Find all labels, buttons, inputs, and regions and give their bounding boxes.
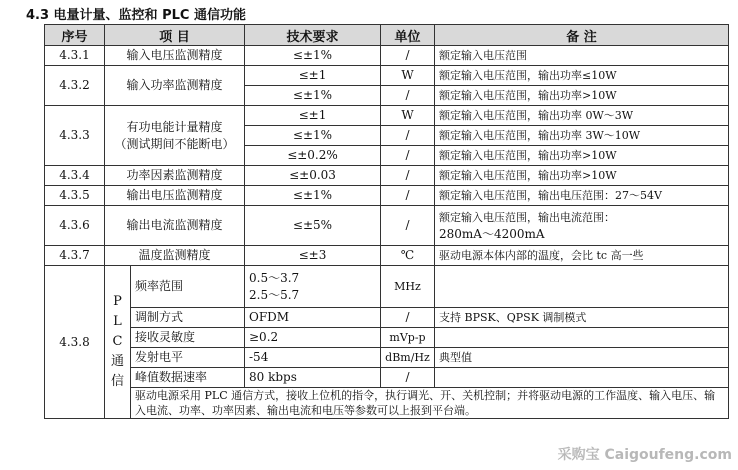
plc-value-line: 2.5～5.7	[249, 287, 300, 302]
row-item: 输入功率监测精度	[105, 66, 245, 106]
row-tech: ≤±1%	[245, 126, 381, 146]
row-unit: /	[381, 146, 435, 166]
header-seq: 序号	[45, 25, 105, 46]
plc-unit: mVp-p	[381, 328, 435, 348]
table-row	[45, 186, 729, 206]
row-unit: /	[381, 86, 435, 106]
table-row	[45, 308, 729, 328]
table-row	[45, 106, 729, 126]
row-item: 输出电压监测精度	[105, 186, 245, 206]
row-remark: 额定输入电压范围，输出功率>10W	[435, 166, 729, 186]
row-tech: ≤±1%	[245, 186, 381, 206]
table-row	[45, 66, 729, 86]
header-unit: 单位	[381, 25, 435, 46]
watermark-logo: 采购宝 Caigoufeng.com	[557, 447, 732, 463]
row-unit: /	[381, 206, 435, 246]
plc-item: 峰值数据速率	[131, 368, 245, 388]
table-row	[45, 206, 729, 246]
header-remark: 备 注	[435, 25, 729, 46]
plc-value	[245, 266, 381, 308]
row-unit: /	[381, 46, 435, 66]
plc-item: 频率范围	[131, 266, 245, 308]
row-item-note: （测试期间不能断电）	[114, 136, 235, 151]
row-unit: W	[381, 106, 435, 126]
row-tech: ≤±3	[245, 246, 381, 266]
plc-description: 驱动电源采用 PLC 通信方式，接收上位机的指令，执行调光、开、关机控制；并将驱动电源的工作温度、输入电压、输入电流、功率、功率因素、输出电流和电压等参数可以上报到平台端。	[131, 388, 729, 419]
row-unit: ℃	[381, 246, 435, 266]
plc-value: 80 kbps	[245, 368, 381, 388]
header-row	[45, 25, 729, 46]
row-remark: 额定输入电压范围，输出功率>10W	[435, 86, 729, 106]
row-seq: 4.3.7	[45, 246, 105, 266]
table-row	[45, 266, 729, 308]
row-unit: W	[381, 66, 435, 86]
row-remark	[435, 206, 729, 246]
row-item-line: 有功电能计量精度	[126, 119, 223, 134]
row-unit: /	[381, 166, 435, 186]
plc-group-char: 通	[110, 354, 124, 369]
row-item: 温度监测精度	[105, 246, 245, 266]
row-tech: ≤±5%	[245, 206, 381, 246]
row-item: 输入电压监测精度	[105, 46, 245, 66]
table-row	[45, 328, 729, 348]
row-seq: 4.3.2	[45, 66, 105, 106]
plc-unit: MHz	[381, 266, 435, 308]
plc-remark	[435, 328, 729, 348]
section-title: 4.3 电量计量、监控和 PLC 通信功能	[26, 8, 246, 23]
plc-item: 调制方式	[131, 308, 245, 328]
plc-remark	[435, 368, 729, 388]
row-tech: ≤±0.03	[245, 166, 381, 186]
plc-group-char: L	[113, 314, 122, 329]
table-row	[45, 246, 729, 266]
row-remark: 额定输入电压范围，输出功率≤10W	[435, 66, 729, 86]
row-seq: 4.3.3	[45, 106, 105, 166]
row-item	[105, 106, 245, 166]
row-remark: 额定输入电压范围，输出功率 3W～10W	[435, 126, 729, 146]
table-row	[45, 166, 729, 186]
spec-table	[44, 24, 729, 419]
plc-group-char: 信	[110, 374, 124, 389]
plc-group-char: P	[113, 294, 122, 309]
row-item: 功率因素监测精度	[105, 166, 245, 186]
plc-remark	[435, 266, 729, 308]
table-row	[45, 46, 729, 66]
plc-item: 接收灵敏度	[131, 328, 245, 348]
row-remark-line: 额定输入电压范围，输出电流范围：	[439, 210, 615, 224]
plc-group-char: C	[112, 334, 123, 349]
row-unit: /	[381, 186, 435, 206]
row-seq: 4.3.5	[45, 186, 105, 206]
row-tech: ≤±0.2%	[245, 146, 381, 166]
table-row	[45, 348, 729, 368]
plc-group-label	[105, 266, 131, 419]
plc-value: -54	[245, 348, 381, 368]
row-tech: ≤±1%	[245, 46, 381, 66]
row-unit: /	[381, 126, 435, 146]
row-seq: 4.3.1	[45, 46, 105, 66]
row-remark: 额定输入电压范围，输出功率 0W～3W	[435, 106, 729, 126]
row-tech: ≤±1%	[245, 86, 381, 106]
row-item: 输出电流监测精度	[105, 206, 245, 246]
row-remark: 驱动电源本体内部的温度，会比 tc 高一些	[435, 246, 729, 266]
plc-unit: /	[381, 308, 435, 328]
table-row	[45, 368, 729, 388]
plc-value: ≥0.2	[245, 328, 381, 348]
plc-value-line: 0.5～3.7	[249, 270, 300, 285]
header-tech: 技术要求	[245, 25, 381, 46]
header-item: 项 目	[105, 25, 245, 46]
plc-unit: dBm/Hz	[381, 348, 435, 368]
row-tech: ≤±1	[245, 106, 381, 126]
row-tech: ≤±1	[245, 66, 381, 86]
row-seq: 4.3.8	[45, 266, 105, 419]
plc-remark: 支持 BPSK、QPSK 调制模式	[435, 308, 729, 328]
plc-value: OFDM	[245, 308, 381, 328]
row-remark: 额定输入电压范围，输出电压范围：27～54V	[435, 186, 729, 206]
row-seq: 4.3.6	[45, 206, 105, 246]
row-remark-range: 280mA～4200mA	[439, 226, 545, 241]
plc-unit: /	[381, 368, 435, 388]
plc-remark: 典型值	[435, 348, 729, 368]
row-remark: 额定输入电压范围	[435, 46, 729, 66]
row-remark: 额定输入电压范围，输出功率>10W	[435, 146, 729, 166]
plc-item: 发射电平	[131, 348, 245, 368]
row-seq: 4.3.4	[45, 166, 105, 186]
